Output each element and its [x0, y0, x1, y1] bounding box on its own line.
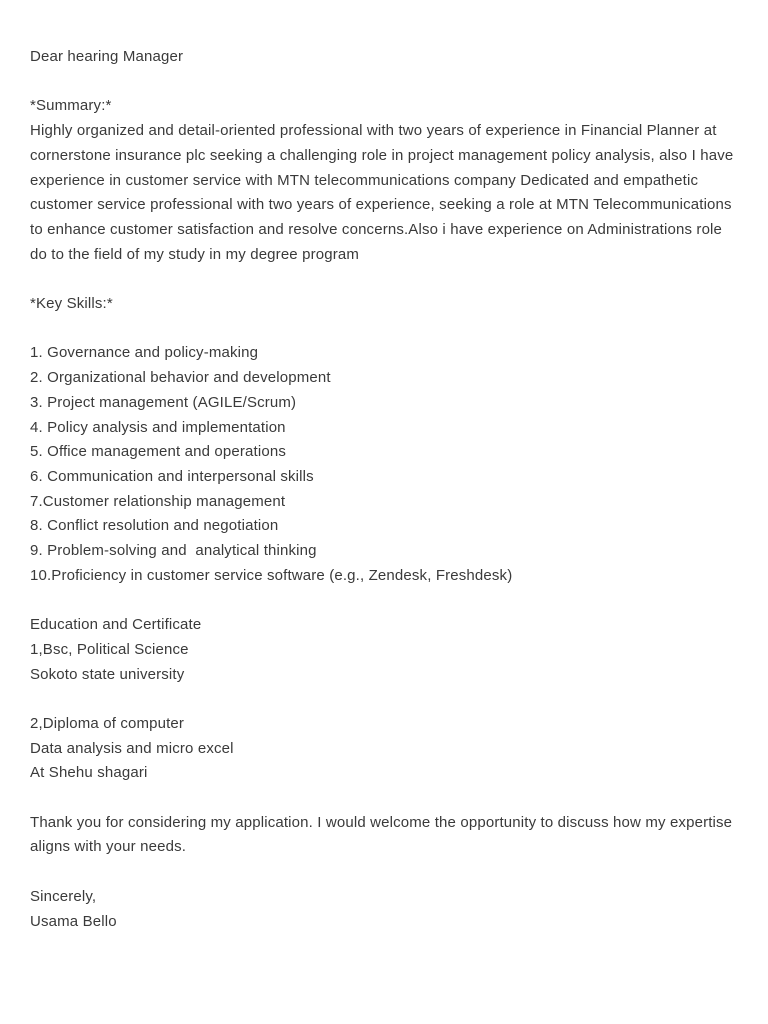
skill-item: 7.Customer relationship management	[30, 492, 286, 510]
skill-item: 3. Project management (AGILE/Scrum)	[30, 393, 297, 411]
skill-item: 1. Governance and policy-making	[30, 344, 259, 362]
education-heading: Education and Certificate	[30, 616, 202, 634]
education-entry	[30, 712, 742, 786]
summary-heading: *Summary:*	[30, 97, 112, 115]
education-degree: 1,Bsc, Political Science	[30, 640, 189, 658]
skills-list	[30, 341, 742, 588]
spacer	[30, 588, 742, 613]
skill-item: 5. Office management and operations	[30, 443, 286, 461]
skill-item: 10.Proficiency in customer service software (e.g., Zendesk, Freshdesk)	[30, 566, 513, 584]
skill-item: 6. Communication and interpersonal skills	[30, 467, 314, 485]
cover-letter-document	[30, 45, 742, 934]
education-entry	[30, 638, 742, 687]
spacer	[30, 267, 742, 292]
education-degree: 2,Diploma of computer	[30, 714, 185, 732]
spacer	[30, 786, 742, 811]
skill-item: 8. Conflict resolution and negotiation	[30, 517, 279, 535]
education-institution: Sokoto state university	[30, 665, 185, 683]
education-detail: Data analysis and micro excel	[30, 739, 234, 757]
sign-off: Sincerely,	[30, 887, 97, 905]
closing-paragraph: Thank you for considering my application. I would welcome the opportunity to discuss how my expertise aligns with your needs.	[30, 813, 733, 856]
skill-item: 9. Problem-solving and analytical thinking	[30, 542, 317, 560]
skills-heading: *Key Skills:*	[30, 295, 113, 312]
greeting: Dear hearing Manager	[30, 48, 184, 65]
education-institution: At Shehu shagari	[30, 764, 148, 782]
spacer	[30, 317, 742, 342]
summary-paragraph: Highly organized and detail-oriented professional with two years of experience in Financial Planner at cornerstone insurance plc seeking a challenging role in project management policy analysis, also I have experience in customer service with MTN telecommunications company Dedicated and empathetic customer service professional with two years of experience, seeking a role at MTN Telecommunications to enhance customer satisfaction and resolve concerns.Also i have experience on Administrations role do to the field of my study in my degree program	[30, 122, 734, 263]
spacer	[30, 70, 742, 95]
skill-item: 4. Policy analysis and implementation	[30, 418, 286, 436]
spacer	[30, 687, 742, 712]
spacer	[30, 860, 742, 885]
signature-name: Usama Bello	[30, 912, 117, 930]
skill-item: 2. Organizational behavior and development	[30, 369, 331, 387]
